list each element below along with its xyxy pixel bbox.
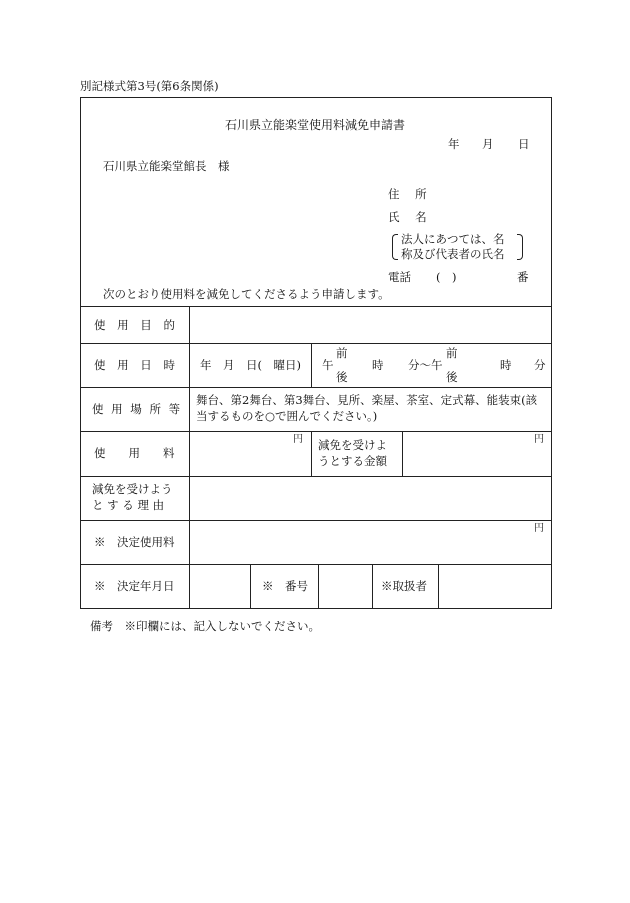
- label-column-divider: [189, 307, 190, 609]
- date-year: 年: [448, 137, 460, 151]
- end-ato: 後: [446, 370, 458, 384]
- row-divider: [80, 431, 552, 432]
- request-text: 次のとおり使用料を減免してくださるよう申請します。: [103, 287, 390, 301]
- row-divider: [80, 520, 552, 521]
- date-day: 日: [518, 137, 530, 151]
- addressee: 石川県立能楽堂館長 様: [103, 159, 230, 173]
- bottom-row-divider: [250, 564, 251, 609]
- row-divider: [80, 476, 552, 477]
- place-label: 使 用 場 所 等: [92, 402, 183, 416]
- decided-date-label: ※ 決定年月日: [94, 579, 175, 593]
- place-options-line1: 舞台、第2舞台、第3舞台、見所、楽屋、茶室、定式幕、能装束(該: [196, 393, 538, 407]
- name-label: 氏 名: [388, 210, 433, 224]
- start-zen: 前: [336, 346, 348, 360]
- reason-field[interactable]: [192, 480, 548, 516]
- end-minute: 分: [534, 358, 546, 372]
- start-ato: 後: [336, 370, 348, 384]
- number-label: ※ 番号: [262, 579, 308, 593]
- end-zen: 前: [446, 346, 458, 360]
- fee-yen: 円: [293, 434, 303, 445]
- reason-label-line1: 減免を受けよう: [92, 482, 173, 496]
- bottom-row-divider: [438, 564, 439, 609]
- corporation-note-line2: 称及び代表者の氏名: [401, 247, 505, 261]
- address-label: 住 所: [388, 187, 433, 201]
- remarks: 備考 ※印欄には、記入しないでください。: [90, 619, 320, 633]
- datetime-divider: [311, 343, 312, 387]
- form-number-note: 別記様式第3号(第6条関係): [80, 79, 219, 93]
- handler-label: ※取扱者: [381, 579, 427, 593]
- place-options-line2: 当するものを○で囲んでください。): [196, 409, 378, 423]
- reduction-amount-label-line2: うとする金額: [318, 454, 387, 468]
- bottom-row-divider: [318, 564, 319, 609]
- reduction-amount-label-line1: 減免を受けよ: [318, 438, 387, 452]
- date-month: 月: [482, 137, 494, 151]
- start-hour: 時: [372, 358, 384, 372]
- fee-divider: [311, 431, 312, 476]
- start-go: 午: [322, 358, 334, 372]
- purpose-field[interactable]: [192, 311, 548, 339]
- right-bracket: [517, 234, 523, 260]
- decided-fee-yen: 円: [534, 523, 544, 534]
- corporation-note-line1: 法人にあつては、名: [401, 232, 505, 246]
- row-divider: [80, 343, 552, 344]
- end-hour: 時: [500, 358, 512, 372]
- fee-label: 使 用 料: [94, 446, 175, 460]
- phone-ban: 番: [517, 270, 529, 284]
- bottom-row-divider: [372, 564, 373, 609]
- form-title: 石川県立能楽堂使用料減免申請書: [224, 118, 405, 132]
- fee-divider: [402, 431, 403, 476]
- decided-fee-label: ※ 決定使用料: [94, 535, 175, 549]
- datetime-date: 年 月 日( 曜日): [200, 358, 301, 372]
- reduction-yen: 円: [534, 434, 544, 445]
- left-bracket: [392, 234, 398, 260]
- row-divider: [80, 564, 552, 565]
- start-minute-to: 分〜午: [408, 358, 443, 372]
- row-divider: [80, 387, 552, 388]
- datetime-label: 使 用 日 時: [94, 358, 179, 372]
- phone-paren: ( ): [436, 270, 457, 284]
- reason-label-line2: と す る 理 由: [92, 498, 165, 512]
- phone-label: 電話: [388, 270, 411, 284]
- purpose-label: 使 用 目 的: [94, 318, 179, 332]
